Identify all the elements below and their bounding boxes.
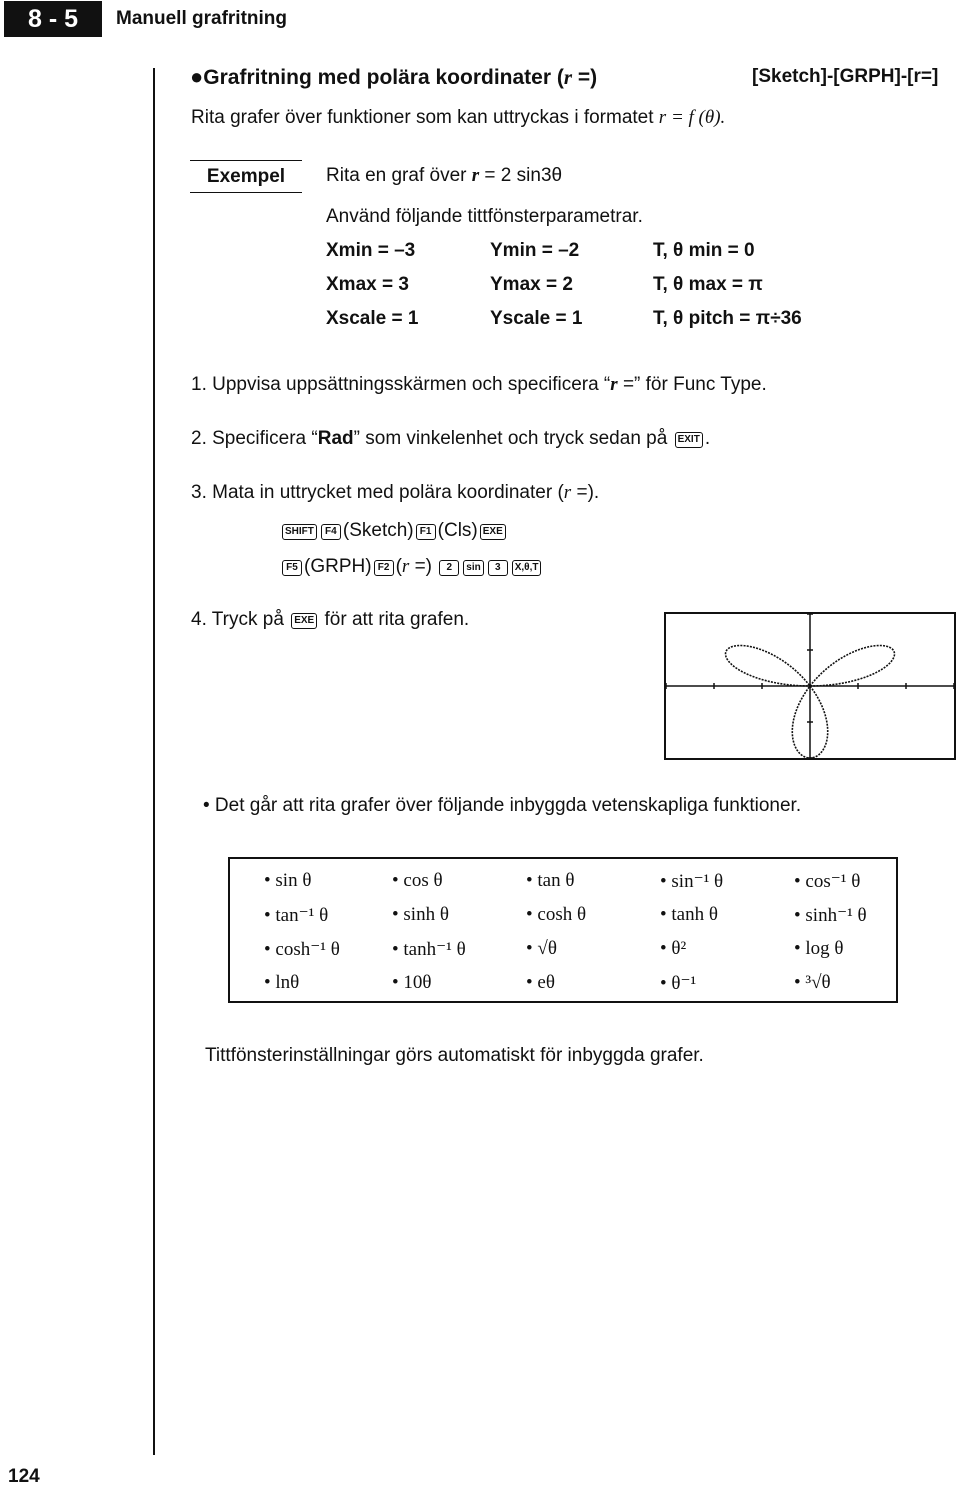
step-3-end: =). — [571, 482, 600, 503]
sketch-label: (Sketch) — [342, 520, 414, 541]
section-number-tab — [4, 1, 102, 37]
func-acosh: • cosh⁻¹ θ — [264, 939, 340, 960]
step-3-text: 3. Mata in uttrycket med polära koordinater ( — [191, 482, 564, 503]
step-2-a: 2. Specificera “ — [191, 428, 318, 449]
params-intro: Använd följande tittfönsterparametrar. — [326, 206, 643, 227]
func-asin: • sin⁻¹ θ — [660, 871, 724, 892]
param-ymin: Ymin = –2 — [490, 240, 580, 261]
example-prefix: Rita en graf över — [326, 165, 472, 186]
r-close: =) — [409, 556, 432, 577]
func-square: • θ² — [660, 938, 687, 959]
func-cbrt: • ³√θ — [794, 972, 831, 993]
builtin-functions-table — [228, 857, 898, 1003]
func-log: • log θ — [794, 938, 844, 959]
param-tmax: T, θ max = π — [653, 274, 763, 295]
heading-suffix: =) — [572, 66, 598, 89]
param-xmin: Xmin = –3 — [326, 240, 416, 261]
key-sequence-1 — [280, 520, 508, 542]
step-1-var: r — [610, 374, 618, 395]
calculator-graph-screen — [664, 612, 956, 760]
section-number: 8 - 5 — [27, 4, 79, 33]
func-tenpow: • 10θ — [392, 972, 432, 993]
grph-label: (GRPH) — [304, 556, 372, 577]
step-1 — [191, 374, 767, 396]
example-var: r — [471, 165, 480, 186]
r-open: ( — [395, 556, 402, 577]
example-text — [326, 165, 562, 187]
sin-key-icon: sin — [463, 560, 483, 576]
f5-key-icon: F5 — [282, 560, 302, 576]
cls-label: (Cls) — [437, 520, 478, 541]
footer-note: Tittfönsterinställningar görs automatiskt för inbyggda grafer. — [205, 1045, 704, 1066]
func-asinh: • sinh⁻¹ θ — [794, 905, 867, 926]
example-label: Exempel — [206, 166, 286, 187]
exe-key-icon: EXE — [480, 524, 506, 540]
margin-rule — [153, 68, 155, 1455]
example-rule-bottom — [190, 192, 302, 193]
step-1-b: =” för Func Type. — [617, 374, 767, 395]
func-tan: • tan θ — [526, 870, 575, 891]
func-atan: • tan⁻¹ θ — [264, 905, 329, 926]
step-4 — [191, 609, 469, 631]
intro-text — [191, 107, 725, 129]
x-theta-t-key-icon: X,θ,T — [512, 560, 542, 576]
func-exp: • eθ — [526, 972, 555, 993]
param-xscale: Xscale = 1 — [326, 308, 419, 329]
example-rule-top — [190, 160, 302, 161]
intro-formula: r = f (θ). — [658, 107, 726, 128]
builtin-functions-note: • Det går att rita grafer över följande inbyggda vetenskapliga funktioner. — [203, 795, 802, 816]
f1-key-icon: F1 — [416, 524, 436, 540]
func-sinh: • sinh θ — [392, 904, 449, 925]
func-acos: • cos⁻¹ θ — [794, 871, 861, 892]
func-cosh: • cosh θ — [526, 904, 587, 925]
intro-sentence: Rita grafer över funktioner som kan uttryckas i formatet — [191, 107, 659, 128]
shift-key-icon: SHIFT — [282, 524, 317, 540]
param-tpitch: T, θ pitch = π÷36 — [653, 308, 802, 329]
step-1-a: 1. Uppvisa uppsättningsskärmen och specificera “ — [191, 374, 611, 395]
heading-var: r — [563, 65, 573, 89]
r-var: r — [401, 556, 410, 577]
exe-key-icon-2: EXE — [291, 613, 317, 629]
func-sin: • sin θ — [264, 870, 312, 891]
param-tmin: T, θ min = 0 — [653, 240, 755, 261]
page-number: 124 — [8, 1466, 40, 1487]
func-reciprocal: • θ⁻¹ — [660, 973, 697, 994]
func-atanh: • tanh⁻¹ θ — [392, 939, 466, 960]
step-3 — [191, 482, 599, 504]
example-suffix: = 2 sin3θ — [479, 165, 563, 186]
param-ymax: Ymax = 2 — [490, 274, 573, 295]
step-2 — [191, 428, 710, 450]
param-xmax: Xmax = 3 — [326, 274, 409, 295]
polar-rose-graph — [666, 614, 954, 758]
key-sequence-2 — [280, 556, 543, 578]
step-3-var: r — [563, 482, 572, 503]
section-title: Manuell grafritning — [116, 8, 287, 29]
f4-key-icon: F4 — [321, 524, 341, 540]
heading-bullet: ● — [190, 64, 204, 89]
subsection-heading — [190, 64, 597, 90]
func-tanh: • tanh θ — [660, 904, 718, 925]
two-key-icon: 2 — [439, 560, 459, 576]
three-key-icon: 3 — [488, 560, 508, 576]
menu-key-path: [Sketch]-[GRPH]-[r=] — [752, 66, 939, 87]
param-yscale: Yscale = 1 — [490, 308, 583, 329]
step-2-end: . — [704, 428, 711, 449]
func-sqrt: • √θ — [526, 938, 557, 959]
heading-prefix: Grafritning med polära koordinater ( — [203, 66, 564, 89]
step-2-bold: Rad — [317, 428, 354, 449]
func-ln: • lnθ — [264, 972, 300, 993]
f2-key-icon: F2 — [374, 560, 394, 576]
func-cos: • cos θ — [392, 870, 443, 891]
exit-key-icon: EXIT — [675, 432, 703, 448]
step-2-b: ” som vinkelenhet och tryck sedan på — [353, 428, 668, 449]
step-4-a: 4. Tryck på — [191, 609, 284, 630]
step-4-b: för att rita grafen. — [324, 609, 470, 630]
